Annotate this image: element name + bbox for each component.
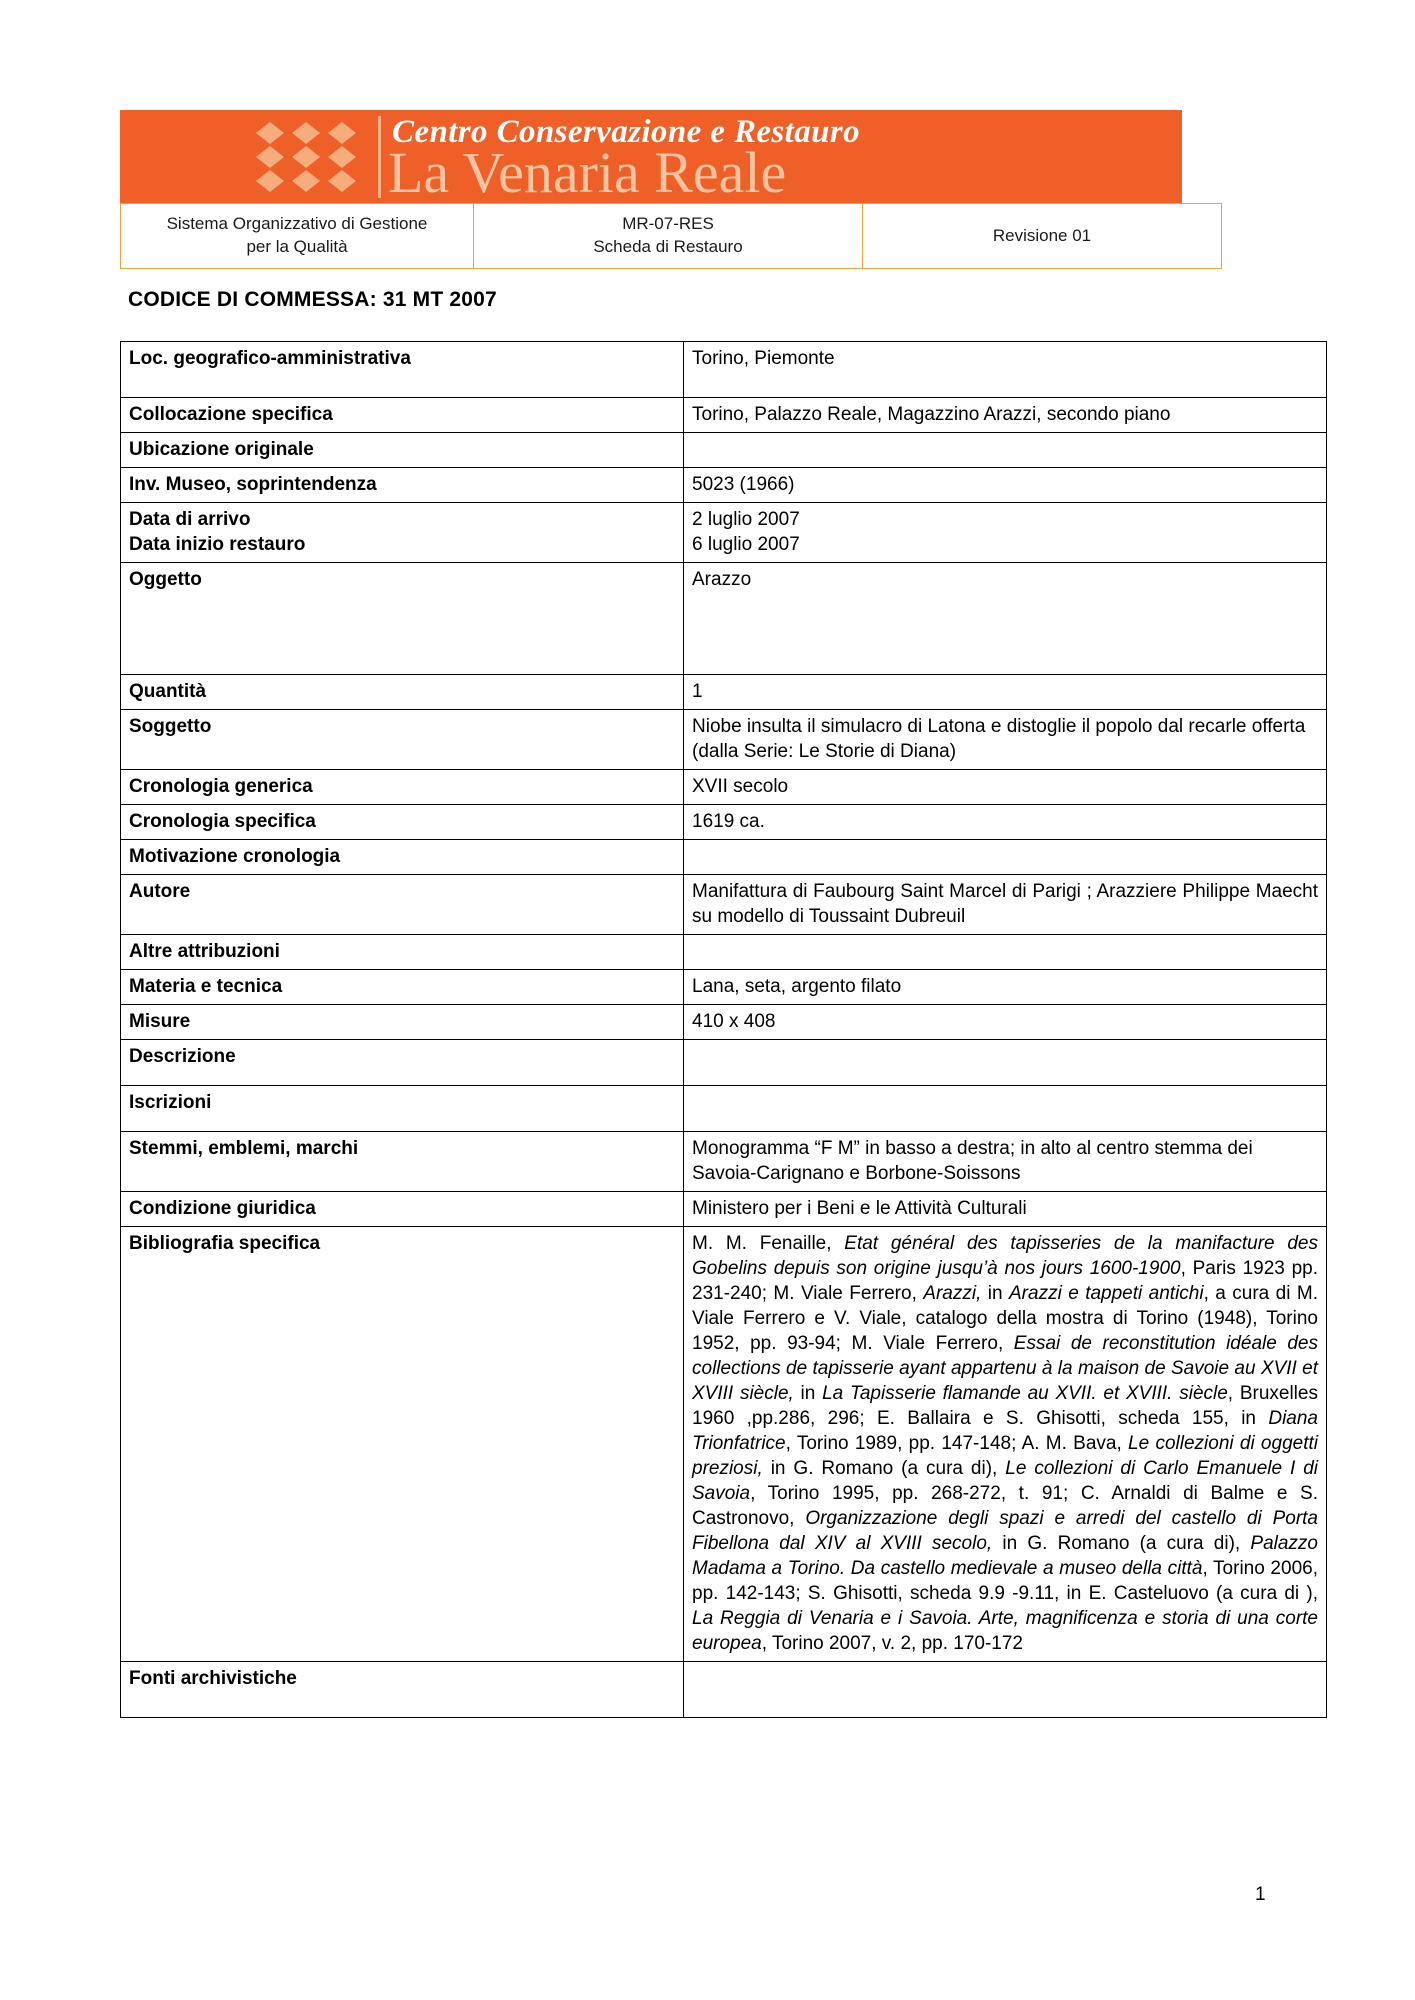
row-value-loc-geografico: Torino, Piemonte: [684, 342, 1327, 398]
row-label-oggetto: Oggetto: [121, 563, 684, 675]
bibliography-segment: , Torino 2007, v. 2, pp. 170-172: [761, 1633, 1023, 1654]
header-cell-document: [474, 204, 863, 269]
bibliography-segment: , a cura di M. Viale Ferrero e V. Viale, catalogo della mostra di Torino (1948), Torino 1952, pp. 93-94; M. Viale Ferrero,: [692, 1283, 1318, 1354]
table-row: [121, 1227, 1327, 1662]
table-row: [121, 1662, 1327, 1718]
row-value-date: [684, 503, 1327, 563]
row-label-condizione-giuridica: Condizione giuridica: [121, 1192, 684, 1227]
row-value-iscrizioni: [684, 1086, 1327, 1132]
header-row: [121, 204, 1222, 269]
row-value-ubicazione: [684, 433, 1327, 468]
table-row: [121, 675, 1327, 710]
row-value-misure: 410 x 408: [684, 1005, 1327, 1040]
brand-title-line1: Centro Conservazione e Restauro: [392, 114, 861, 150]
header-doc-title: Scheda di Restauro: [593, 237, 743, 256]
row-label-inv-museo: Inv. Museo, soprintendenza: [121, 468, 684, 503]
table-row: [121, 935, 1327, 970]
table-row: [121, 840, 1327, 875]
header-revision: Revisione 01: [992, 225, 1092, 245]
row-value-autore: Manifattura di Faubourg Saint Marcel di Parigi ; Arazziere Philippe Maecht su modello di Toussaint Dubreuil: [684, 875, 1327, 935]
row-label-data-arrivo: Data di arrivo: [129, 509, 251, 530]
row-value-altre-attribuzioni: [684, 935, 1327, 970]
bibliography-segment: , Torino 1989, pp. 147-148; A. M. Bava,: [785, 1433, 1129, 1454]
bibliography-segment: Etat général des tapisseries de la manifacture des Gobelins depuis son origine jusqu’à nos jours 1600-1900: [692, 1233, 1318, 1279]
table-row: [121, 468, 1327, 503]
row-value-cronologia-specifica: 1619 ca.: [684, 805, 1327, 840]
row-label-date: [121, 503, 684, 563]
row-label-quantita: Quantità: [121, 675, 684, 710]
bibliography-segment: Palazzo Madama a Torino. Da castello medievale a museo della città: [692, 1533, 1318, 1579]
bibliography-segment: La Tapisserie flamande au XVII. et XVIII. siècle: [822, 1383, 1228, 1404]
row-label-stemmi: Stemmi, emblemi, marchi: [121, 1132, 684, 1192]
row-value-quantita: 1: [684, 675, 1327, 710]
row-label-data-inizio-restauro: Data inizio restauro: [129, 534, 306, 555]
letterhead: [120, 110, 1182, 269]
page-number: 1: [1255, 1884, 1266, 1905]
bibliography-segment: in: [793, 1383, 823, 1404]
header-cell-revision: [863, 204, 1222, 269]
row-label-loc-geografico: Loc. geografico-amministrativa: [121, 342, 684, 398]
row-value-collocazione: Torino, Palazzo Reale, Magazzino Arazzi, secondo piano: [684, 398, 1327, 433]
row-label-bibliografia: Bibliografia specifica: [121, 1227, 684, 1662]
bibliography-segment: , Paris 1923 pp. 231-240; M. Viale Ferrero,: [692, 1258, 1318, 1304]
restoration-record-table: [120, 341, 1327, 1718]
brand-title-line2: La Venaria Reale: [388, 140, 787, 203]
row-label-fonti-archivistiche: Fonti archivistiche: [121, 1662, 684, 1718]
brand-banner: [120, 110, 1182, 203]
bibliography-segment: La Reggia di Venaria e i Savoia. Arte, magnificenza e storia di una corte europea: [692, 1608, 1318, 1654]
diamond-pattern-icon: [252, 120, 360, 194]
document-header-table: [120, 203, 1222, 269]
bibliography-segment: in: [981, 1283, 1009, 1304]
bibliography-segment: Arazzi,: [923, 1283, 982, 1304]
row-value-condizione-giuridica: Ministero per i Beni e le Attività Culturali: [684, 1192, 1327, 1227]
bibliography-segment: , Bruxelles 1960 ,pp.286, 296; E. Ballaira e S. Ghisotti, scheda 155, in: [692, 1383, 1318, 1429]
row-label-descrizione: Descrizione: [121, 1040, 684, 1086]
table-row: [121, 563, 1327, 675]
table-row: [121, 503, 1327, 563]
row-value-soggetto: Niobe insulta il simulacro di Latona e distoglie il popolo dal recarle offerta (dalla Serie: Le Storie di Diana): [684, 710, 1327, 770]
table-row: [121, 433, 1327, 468]
row-label-misure: Misure: [121, 1005, 684, 1040]
table-row: [121, 398, 1327, 433]
bibliography-segment: Le collezioni di oggetti preziosi,: [692, 1433, 1318, 1479]
table-row: [121, 875, 1327, 935]
row-value-cronologia-generica: XVII secolo: [684, 770, 1327, 805]
bibliography-segment: Diana Trionfatrice: [692, 1408, 1318, 1454]
header-system-line1: Sistema Organizzativo di Gestione: [166, 214, 428, 233]
table-row: [121, 1132, 1327, 1192]
bibliography-segment: , Torino 1995, pp. 268-272, t. 91; C. Arnaldi di Balme e S. Castronovo,: [692, 1483, 1318, 1529]
bibliography-segment: Essai de reconstitution idéale des collections de tapisserie ayant appartenu à la maison de Savoie au XVII et XVIII siècle,: [692, 1333, 1318, 1404]
row-label-autore: Autore: [121, 875, 684, 935]
row-value-fonti-archivistiche: [684, 1662, 1327, 1718]
bibliography-segment: Organizzazione degli spazi e arredi del castello di Porta Fibellona dal XIV al XVIII secolo,: [692, 1508, 1318, 1554]
table-row: [121, 970, 1327, 1005]
row-value-inv-museo: 5023 (1966): [684, 468, 1327, 503]
table-row: [121, 1040, 1327, 1086]
header-system-line2: per la Qualità: [246, 237, 348, 256]
record-table-container: [120, 341, 1318, 1718]
table-row: [121, 1086, 1327, 1132]
table-row: [121, 770, 1327, 805]
row-value-stemmi: Monogramma “F M” in basso a destra; in alto al centro stemma dei Savoia-Carignano e Borbone-Soissons: [684, 1132, 1327, 1192]
bibliography-segment: in G. Romano (a cura di),: [762, 1458, 1006, 1479]
table-row: [121, 805, 1327, 840]
table-row: [121, 1005, 1327, 1040]
row-label-iscrizioni: Iscrizioni: [121, 1086, 684, 1132]
header-cell-system: [121, 204, 474, 269]
bibliography-segment: Le collezioni di Carlo Emanuele I di Savoia: [692, 1458, 1318, 1504]
row-value-data-arrivo: 2 luglio 2007: [692, 509, 800, 530]
row-label-cronologia-generica: Cronologia generica: [121, 770, 684, 805]
row-value-data-inizio-restauro: 6 luglio 2007: [692, 534, 800, 555]
codice-commessa: CODICE DI COMMESSA: 31 MT 2007: [128, 288, 497, 311]
bibliography-segment: Arazzi e tappeti antichi: [1009, 1283, 1204, 1304]
row-label-altre-attribuzioni: Altre attribuzioni: [121, 935, 684, 970]
table-row: [121, 710, 1327, 770]
banner-divider: [378, 116, 381, 198]
row-label-cronologia-specifica: Cronologia specifica: [121, 805, 684, 840]
row-value-descrizione: [684, 1040, 1327, 1086]
row-label-motivazione-cronologia: Motivazione cronologia: [121, 840, 684, 875]
row-label-collocazione: Collocazione specifica: [121, 398, 684, 433]
table-row: [121, 1192, 1327, 1227]
row-label-soggetto: Soggetto: [121, 710, 684, 770]
row-label-ubicazione: Ubicazione originale: [121, 433, 684, 468]
header-doc-code: MR-07-RES: [622, 214, 714, 233]
row-value-bibliografia: [684, 1227, 1327, 1662]
row-value-oggetto: Arazzo: [684, 563, 1327, 675]
row-value-materia-tecnica: Lana, seta, argento filato: [684, 970, 1327, 1005]
bibliography-segment: , Torino 2006, pp. 142-143; S. Ghisotti, scheda 9.9 -9.11, in E. Casteluovo (a cura di ),: [692, 1558, 1318, 1604]
row-label-materia-tecnica: Materia e tecnica: [121, 970, 684, 1005]
bibliography-segment: M. M. Fenaille,: [692, 1233, 845, 1254]
bibliography-segment: in G. Romano (a cura di),: [992, 1533, 1251, 1554]
table-row: [121, 342, 1327, 398]
row-value-motivazione-cronologia: [684, 840, 1327, 875]
